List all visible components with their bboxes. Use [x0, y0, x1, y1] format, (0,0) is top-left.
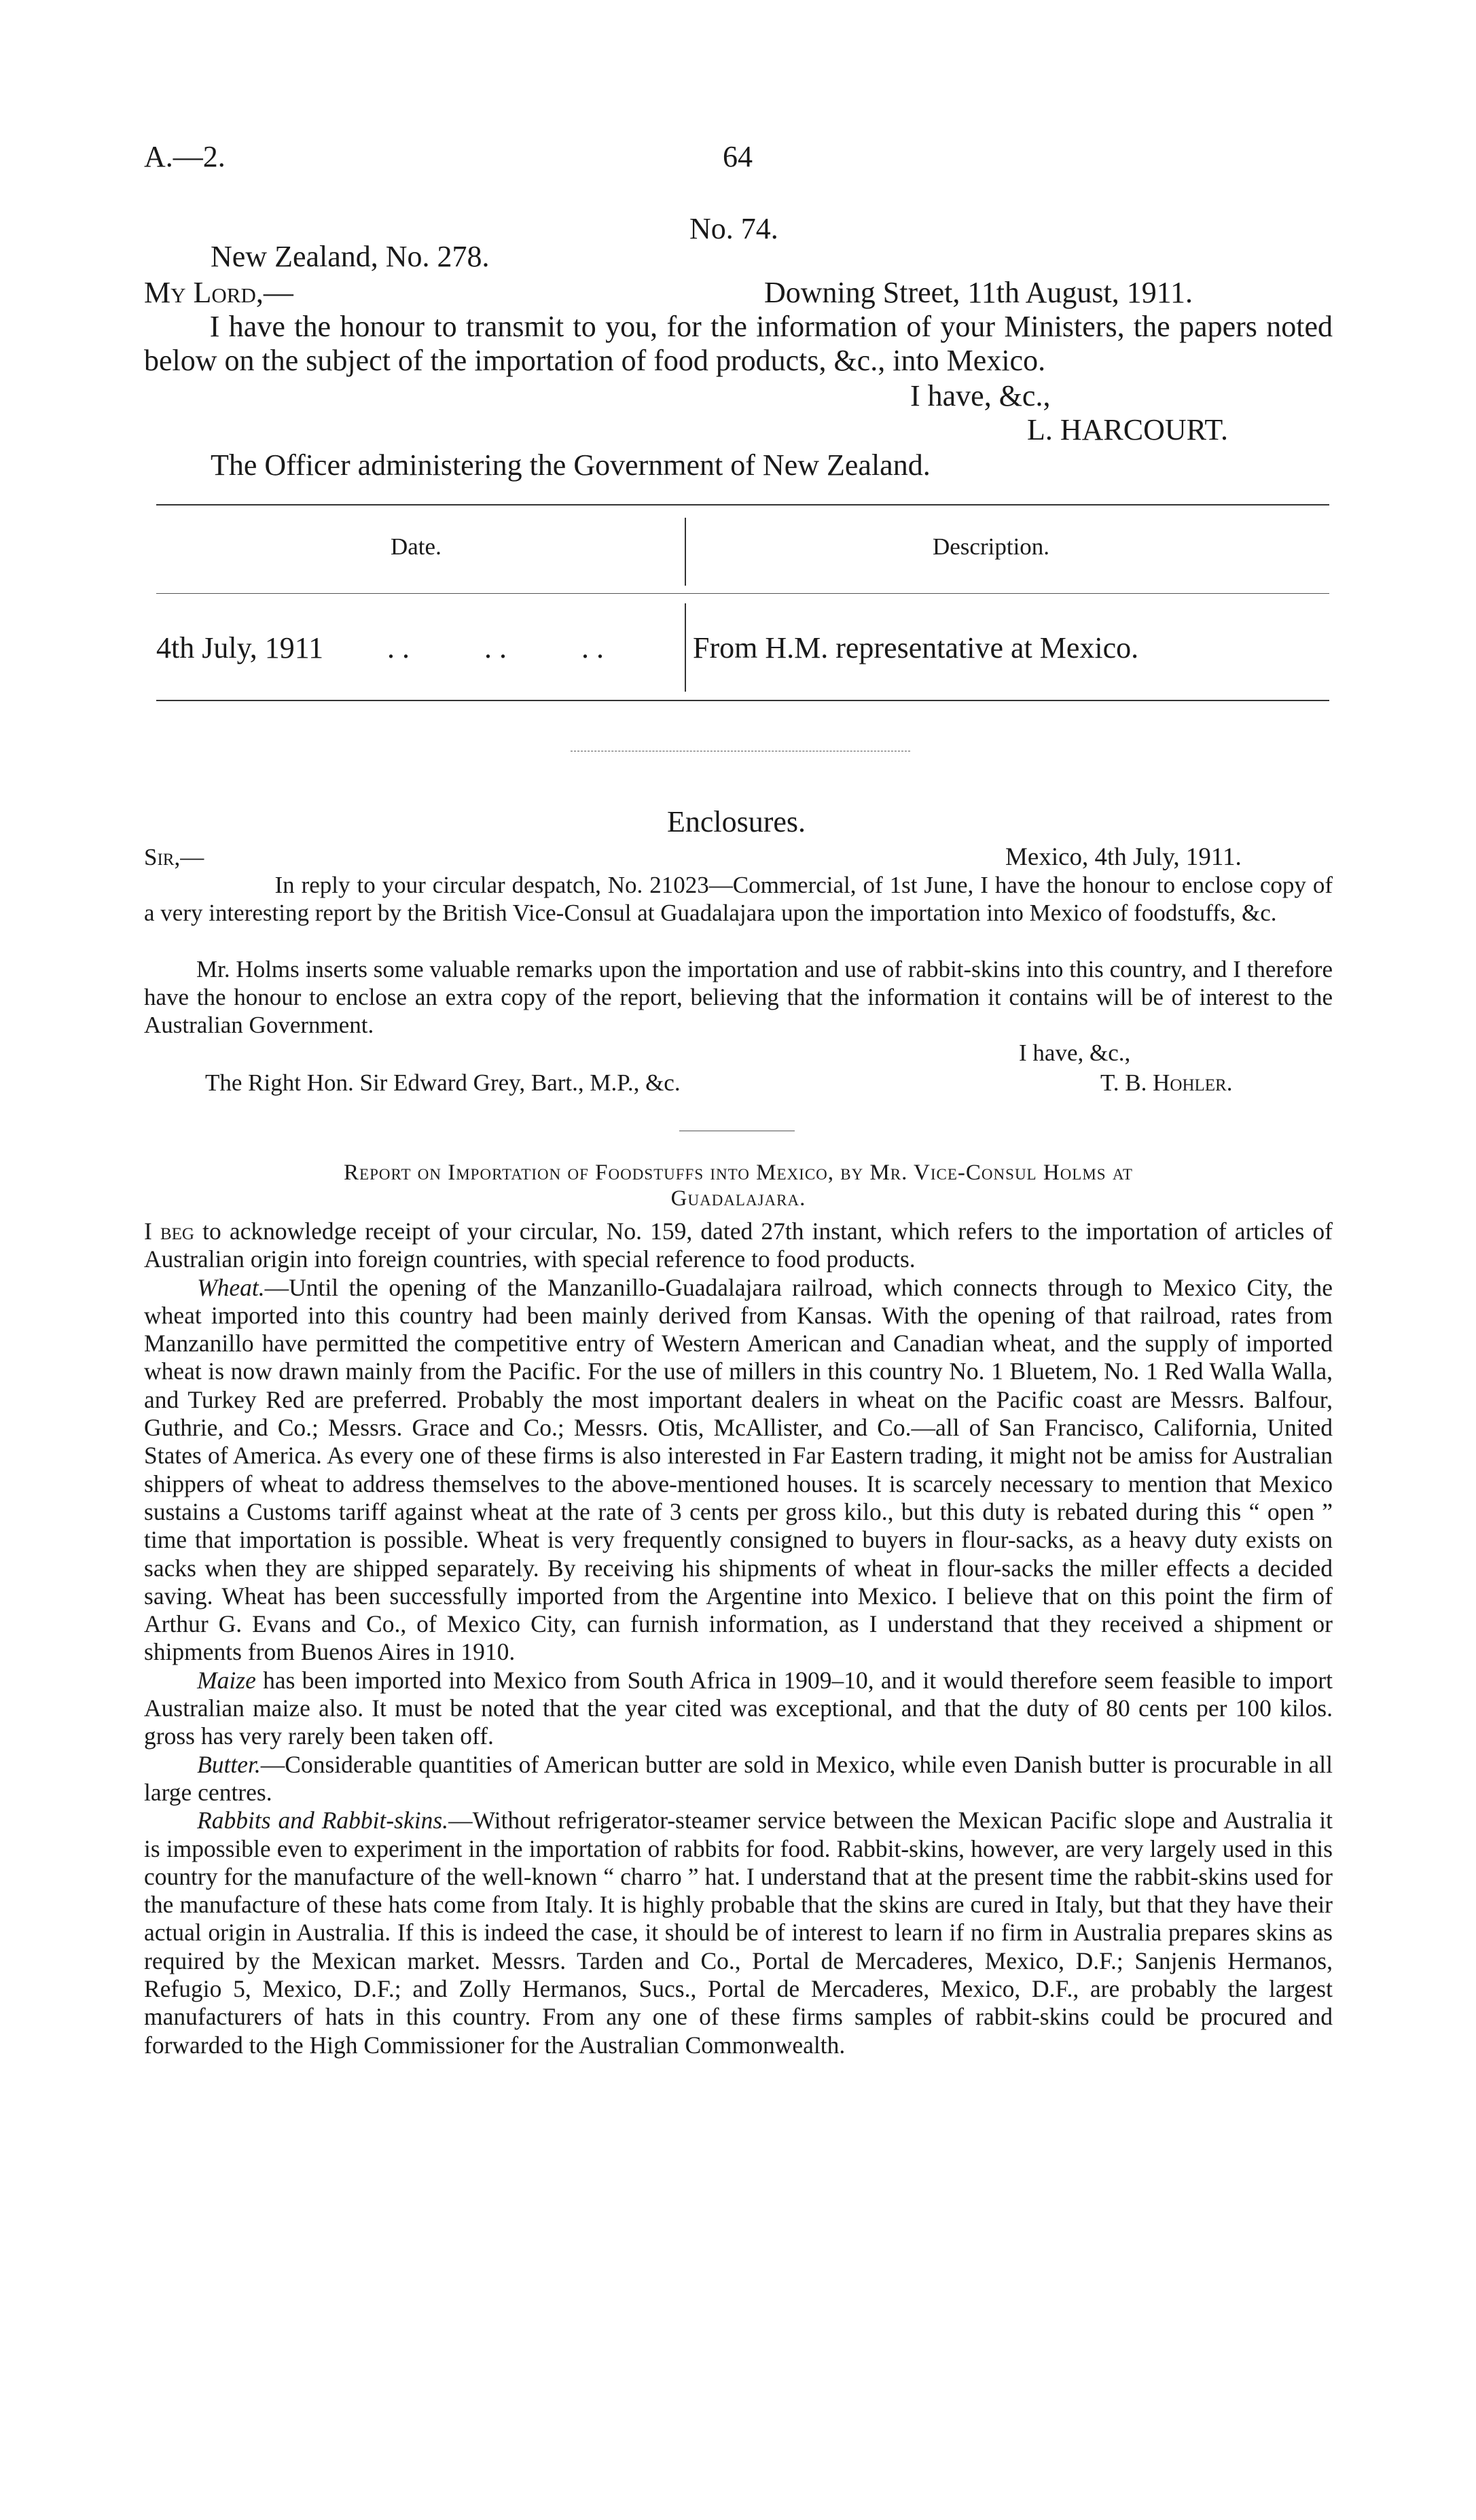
report-rabbits: [144, 1807, 1333, 2059]
enclosures-heading: Enclosures.: [667, 805, 806, 838]
enclosure-paragraph: Mr. Holms inserts some valuable remarks upon the importation and use of rabbit-skins into this country, and I therefore have the honour to enclose an extra copy of the report, believing that the information it contains will be of interest to the Australian Government.: [144, 956, 1333, 1038]
maize-label: Maize: [197, 1666, 256, 1694]
butter-text: —Considerable quantities of American butter are sold in Mexico, while even Danish butter is procurable in all large centres.: [144, 1750, 1333, 1806]
despatch-body: I have the honour to transmit to you, for the information of your Ministers, the papers noted below on the subject of the importation of food products, &c., into Mexico.: [144, 310, 1333, 377]
report-intro: [144, 1218, 1333, 1274]
despatch-reference: New Zealand, No. 278.: [211, 240, 490, 273]
despatch-addressee: The Officer administering the Government of New Zealand.: [211, 448, 931, 482]
butter-label: Butter.: [197, 1750, 261, 1778]
enclosure-addressee: The Right Hon. Sir Edward Grey, Bart., M.P., &c.: [205, 1069, 681, 1096]
column-header-date: Date.: [391, 533, 442, 560]
report-title-line1: Report on Importation of Foodstuffs into Mexico, by Mr. Vice-Consul Holms at: [344, 1160, 1133, 1185]
report-wheat: [144, 1274, 1333, 1667]
report-body: [144, 1218, 1333, 2059]
table-row-description: From H.M. representative at Mexico.: [693, 631, 1139, 664]
despatch-closing: I have, &c.,: [910, 379, 1051, 412]
page-number: 64: [723, 140, 753, 173]
maize-text: has been imported into Mexico from South Africa in 1909–10, and it would therefore seem feasible to import Australian maize also. It must be noted that the year cited was exceptional, and that the duty of 80 cents per 100 kilos. gross has very rarely been taken off.: [144, 1666, 1333, 1750]
wheat-label: Wheat.: [197, 1273, 265, 1301]
report-intro-text: to acknowledge receipt of your circular, No. 159, dated 27th instant, which refers to the importation of articles of Australian origin into foreign countries, with special reference to food products.: [144, 1218, 1333, 1273]
table-header-divider: [685, 518, 686, 586]
table-bottom-rule: [156, 700, 1329, 701]
wheat-text: —Until the opening of the Manzanillo-Guadalajara railroad, which connects through to Mexico City, the wheat imported into this country had been mainly derived from Kansas. With the opening of that railroad, rates from Manzanillo have permitted the competitive entry of Western American and Canadian wheat, and the supply of imported wheat is now drawn mainly from the Pacific. For the use of millers in this country No. 1 Bluetem, No. 1 Red Walla Walla, and Turkey Red are preferred. Probably the most important dealers in wheat on the Pacific coast are Messrs. Balfour, Guthrie, and Co.; Messrs. Grace and Co.; Messrs. Otis, McAllister, and Co.—all of San Francisco, California, United States of America. As every one of these firms is also interested in Far Eastern trading, it might not be amiss for Australian shippers of wheat to address themselves to the above-mentioned houses. It is scarcely necessary to mention that Mexico sustains a Customs tariff against wheat at the rate of 3 cents per gross kilo., but this duty is rebated during this “ open ” time that importation is possible. Wheat is very frequently consigned to buyers in flour-sacks, as a heavy duty exists on sacks when they are shipped separately. By receiving his shipments of wheat in flour-sacks the miller effects a decided saving. Wheat has been successfully imported from the Argentine into Mexico. I believe that on this point the firm of Arthur G. Evans and Co., of Mexico City, can furnish information, as I understand that they received a shipment or shipments from Buenos Aires in 1910.: [144, 1273, 1333, 1666]
report-intro-lead: I beg: [144, 1218, 194, 1245]
rabbits-label: Rabbits and Rabbit-skins.: [197, 1807, 449, 1834]
column-header-description: Description.: [933, 533, 1050, 560]
table-row-leader: . . . . . .: [387, 631, 604, 664]
report-title-line2: Guadalajara.: [670, 1186, 806, 1211]
despatch-place-date: Downing Street, 11th August, 1911.: [764, 276, 1193, 309]
table-header-rule: [156, 593, 1329, 594]
report-maize: [144, 1667, 1333, 1751]
despatch-number: No. 74.: [689, 212, 778, 245]
series-number: A.—2.: [144, 140, 226, 173]
table-body-divider: [685, 603, 686, 692]
enclosure-salutation: Sir,—: [144, 844, 204, 870]
despatch-signature: L. HARCOURT.: [1027, 413, 1228, 446]
rabbits-text: —Without refrigerator-steamer service between the Mexican Pacific slope and Australia it is impossible even to experiment in the importation of rabbits for food. Rabbit-skins, however, are very largely used in this country for the manufacture of the well-known “ charro ” hat. I understand that at the present time the rabbit-skins used for the manufacture of these hats come from Italy. It is highly probable that the skins are cured in Italy, but that they have their actual origin in Australia. If this is indeed the case, it should be of interest to learn if no firm in Australia prepares skins as required by the Mexican market. Messrs. Tarden and Co., Portal de Mercaderes, Mexico, D.F.; Sanjenis Hermanos, Refugio 5, Mexico, D.F.; and Zolly Hermanos, Sucs., Portal de Mercaderes, Mexico, D.F., are probably the largest manufacturers of hats in this country. From any one of these firms samples of rabbit-skins could be procured and forwarded to the High Commissioner for the Australian Commonwealth.: [144, 1807, 1333, 2059]
enclosure-place-date: Mexico, 4th July, 1911.: [1005, 843, 1242, 871]
enclosure-closing: I have, &c.,: [1019, 1040, 1131, 1066]
despatch-salutation: My Lord,—: [144, 276, 293, 309]
enclosure-signature: T. B. Hohler.: [1100, 1069, 1233, 1096]
table-row-date: 4th July, 1911: [156, 631, 324, 664]
enclosure-paragraph: In reply to your circular despatch, No. 21023—Commercial, of 1st June, I have the honour to enclose copy of a very interesting report by the British Vice-Consul at Guadalajara upon the importation into Mexico of foodstuffs, &c.: [144, 872, 1333, 926]
table-top-rule: [156, 504, 1329, 505]
report-butter: [144, 1751, 1333, 1807]
